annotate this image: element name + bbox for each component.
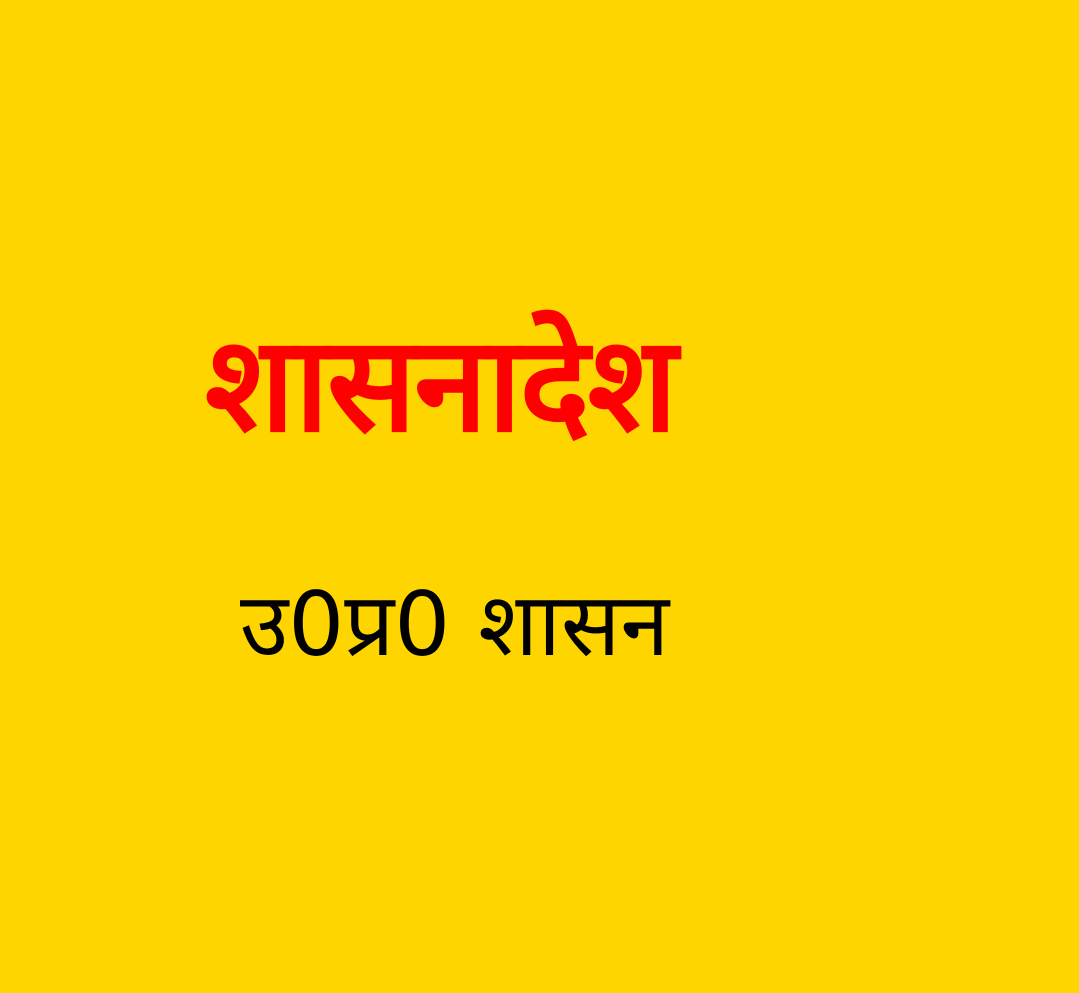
page-subtitle: उ0प्र0 शासन [240,573,670,676]
page-title: शासनादेश [205,308,676,462]
